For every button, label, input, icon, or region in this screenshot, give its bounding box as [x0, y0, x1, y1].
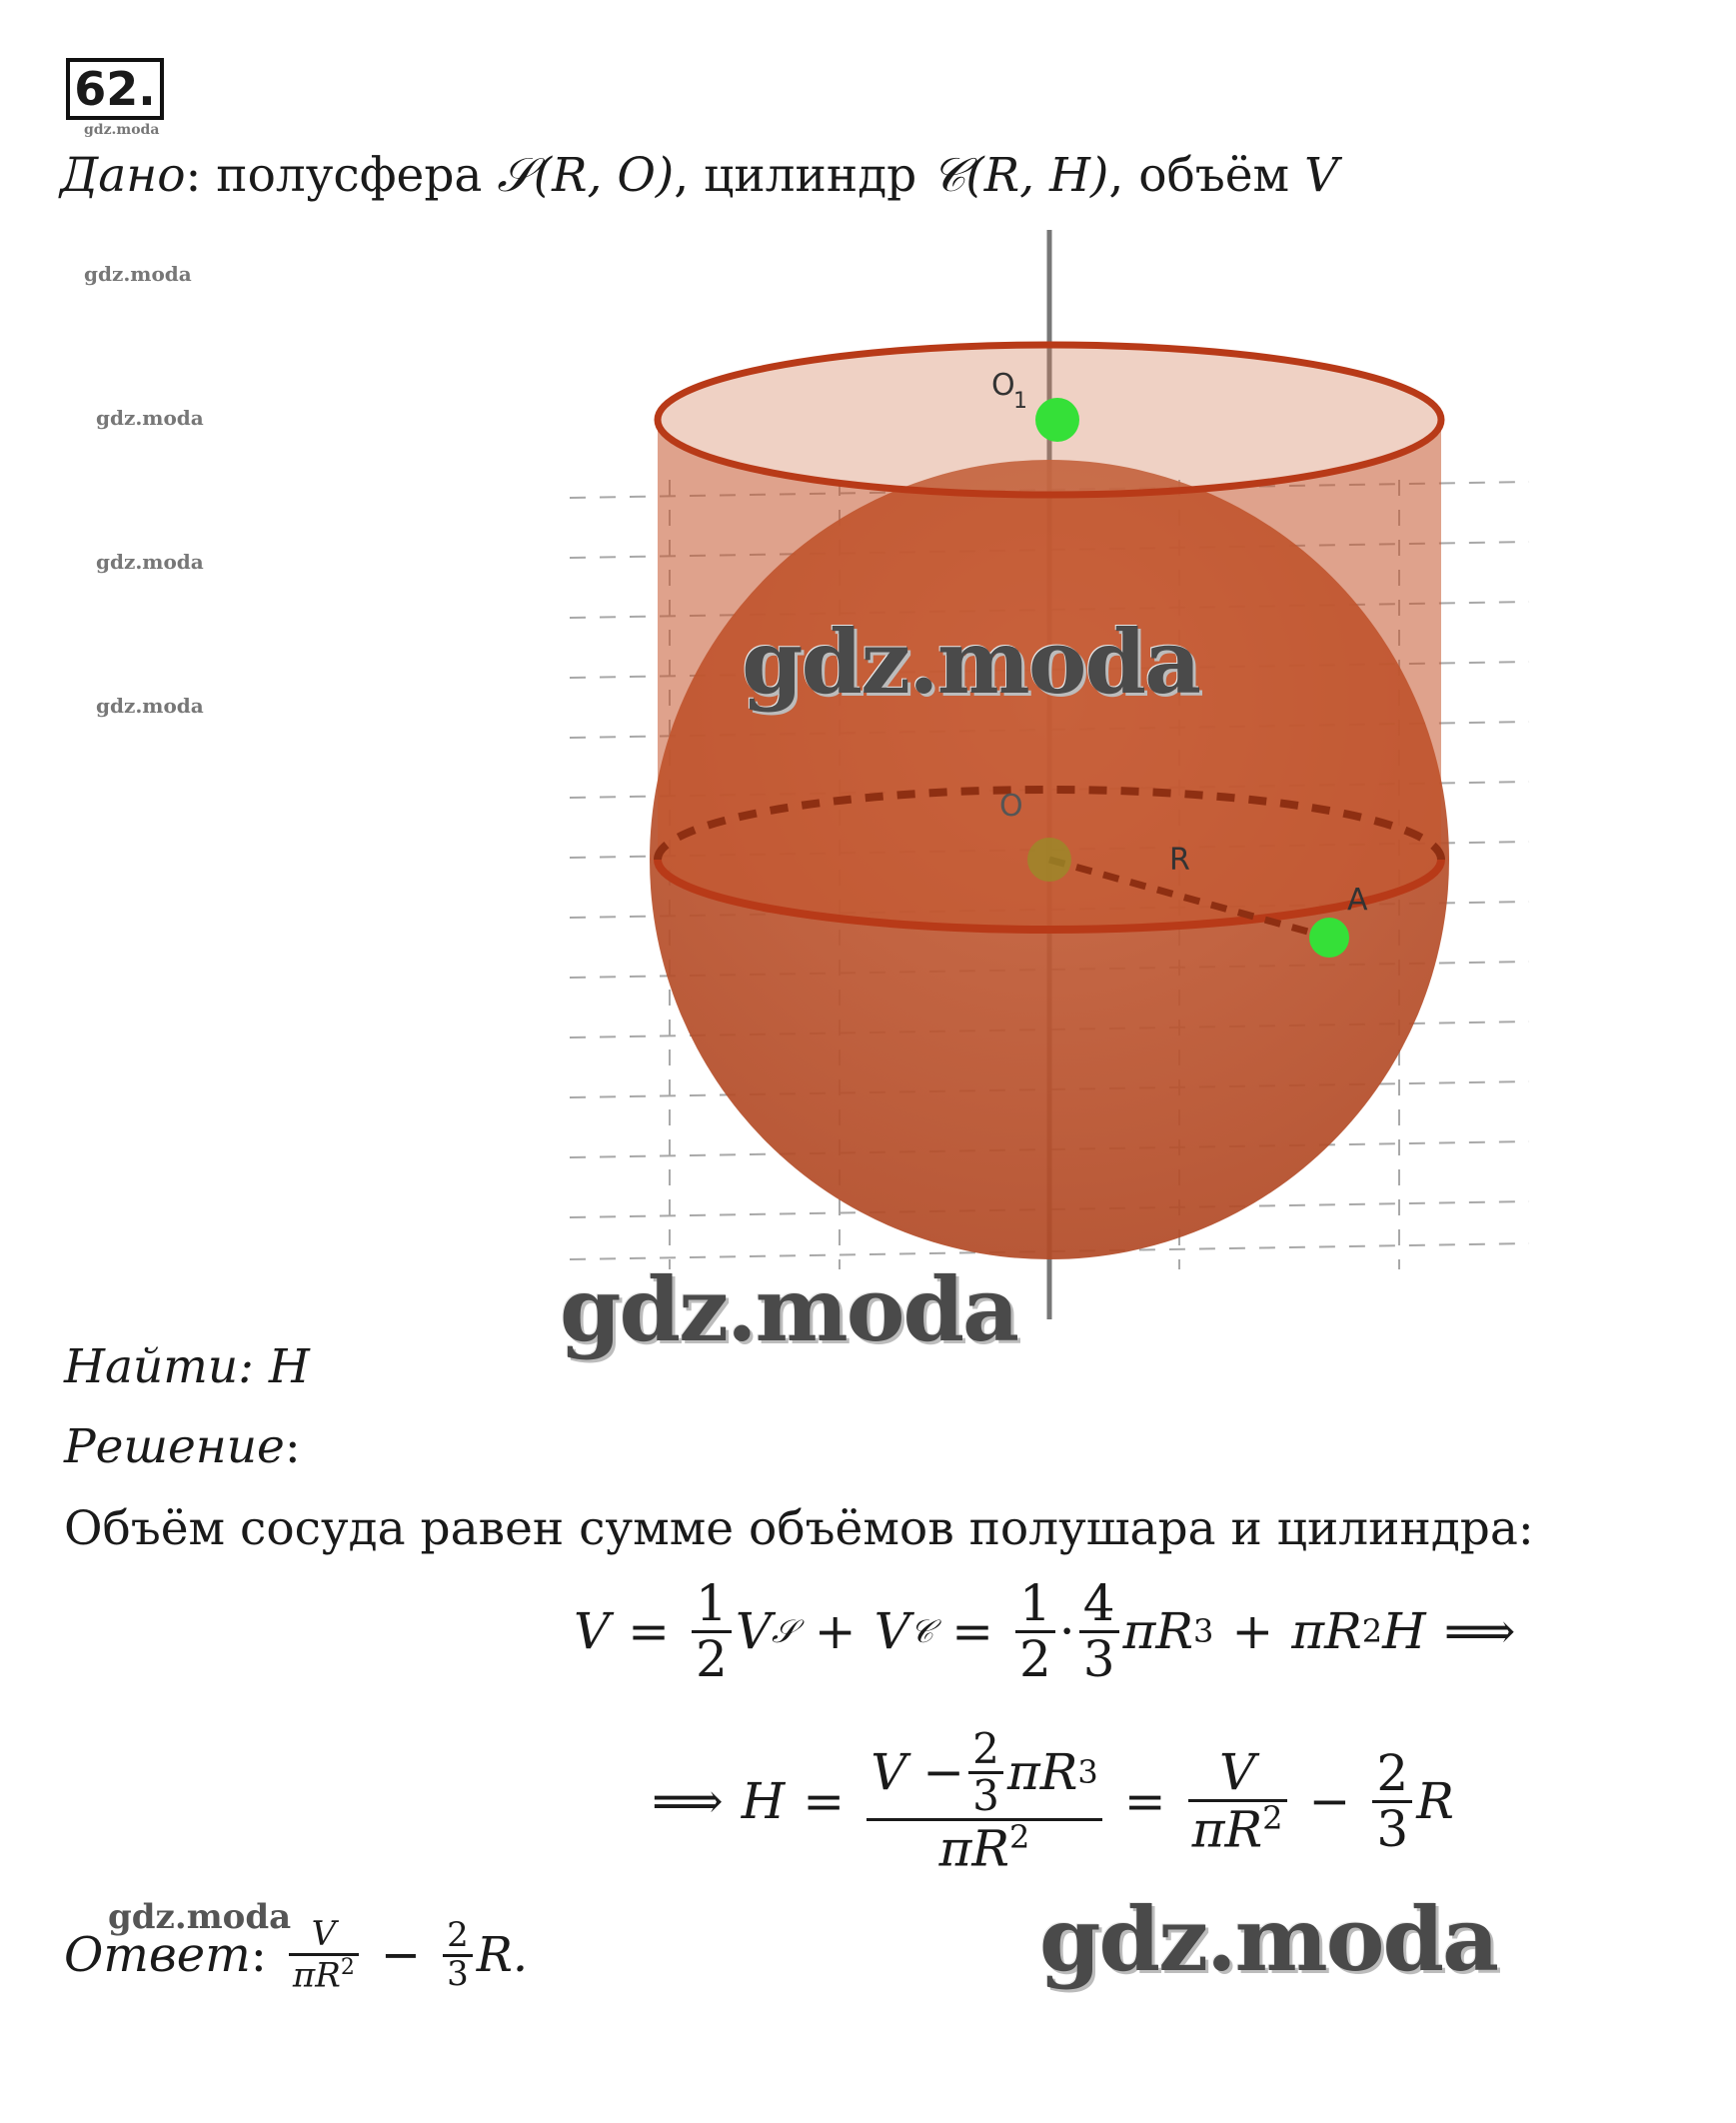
answer-frac2	[443, 1915, 473, 1994]
eq1-vs-sub: 𝒮	[771, 1611, 797, 1650]
solution-text: :	[284, 1419, 301, 1474]
eq1-frac1-den: 2	[696, 1629, 728, 1688]
watermark: gdz.moda	[96, 550, 204, 574]
watermark: gdz.moda	[84, 262, 192, 286]
eq2-tail: R	[1416, 1772, 1454, 1831]
answer-frac1	[289, 1914, 359, 1996]
watermark-big: gdz.moda	[1039, 1887, 1498, 1991]
eq2-eq: =	[803, 1772, 846, 1831]
eq2-num-frac	[968, 1724, 1003, 1821]
given-text: : полусфера	[185, 148, 498, 203]
eq1-vs: V	[735, 1602, 772, 1660]
label-r: R	[1169, 843, 1190, 878]
answer-frac2-num: 2	[447, 1915, 469, 1956]
answer-colon: :	[250, 1927, 267, 1984]
given-cylinder: 𝒞(R, H)	[931, 148, 1109, 203]
eq2-num-frac-den: 3	[972, 1771, 999, 1821]
answer-tail: R.	[476, 1927, 529, 1984]
label-o1: O	[991, 368, 1015, 403]
find-text: : H	[238, 1339, 310, 1394]
eq1-frac3	[1079, 1574, 1119, 1688]
solution-line	[64, 1419, 301, 1474]
eq1-frac3-num: 4	[1082, 1574, 1115, 1632]
eq1-frac2-den: 2	[1018, 1629, 1051, 1688]
answer-frac1-den	[289, 1956, 359, 1994]
eq1-term2-tail: H	[1382, 1602, 1426, 1660]
eq1-frac2-num: 1	[1018, 1574, 1051, 1632]
answer-frac1-den-sup: 2	[340, 1954, 355, 1980]
point-o	[1027, 838, 1071, 882]
eq2-h: H	[741, 1772, 786, 1831]
label-o1-sub: 1	[1013, 389, 1027, 414]
eq1-plus2: +	[1231, 1602, 1274, 1660]
eq1-frac3-den: 3	[1082, 1629, 1115, 1688]
eq2-frac3-den: 3	[1376, 1799, 1409, 1858]
equation-2	[652, 1724, 1454, 1878]
eq1-term2: πR	[1291, 1602, 1362, 1660]
eq2-implies: ⟹	[652, 1772, 724, 1831]
problem-number: 62.	[66, 58, 164, 120]
figure-hemisphere-cylinder	[540, 220, 1539, 1339]
eq2-frac2-den-sup: 2	[1262, 1798, 1283, 1837]
label-a: A	[1347, 883, 1368, 918]
answer-frac1-num: V	[311, 1914, 337, 1954]
eq2-frac2-num: V	[1219, 1743, 1256, 1802]
eq2-den: πR	[938, 1819, 1010, 1878]
eq1-eq: =	[628, 1602, 671, 1660]
statement: Объём сосуда равен сумме объёмов полушара и цилиндра:	[64, 1501, 1534, 1556]
eq1-vc: V	[873, 1602, 910, 1660]
point-o1	[1035, 398, 1079, 442]
eq2-frac3-num: 2	[1376, 1744, 1409, 1803]
eq1-eq2: =	[951, 1602, 993, 1660]
eq2-frac2	[1188, 1743, 1287, 1859]
eq2-frac2-den-text: πR	[1191, 1800, 1263, 1859]
eq2-frac2-den	[1188, 1798, 1287, 1859]
point-a	[1309, 918, 1349, 958]
eq1-term2-sup: 2	[1361, 1612, 1383, 1650]
answer-line	[64, 1914, 529, 1996]
eq1-term1-sup: 3	[1193, 1612, 1214, 1650]
eq2-frac3	[1372, 1744, 1412, 1858]
eq2-num-frac-num: 2	[972, 1724, 999, 1773]
answer-label: Ответ	[64, 1927, 251, 1984]
answer-frac2-den: 3	[447, 1953, 469, 1994]
answer-minus: −	[380, 1927, 422, 1984]
eq2-frac1	[867, 1724, 1102, 1878]
eq2-frac1-den	[935, 1818, 1034, 1878]
given-label: Дано	[60, 148, 186, 203]
eq2-frac1-num	[867, 1724, 1102, 1821]
watermark: gdz.moda	[84, 122, 160, 138]
watermark: gdz.moda	[96, 694, 204, 718]
watermark: gdz.moda	[108, 1897, 292, 1937]
eq1-term1: πR	[1122, 1602, 1194, 1660]
given-sep1: , цилиндр	[674, 148, 932, 203]
eq1-dot: ·	[1058, 1602, 1075, 1660]
watermark-big: gdz.moda	[742, 610, 1200, 714]
eq1-implies: ⟹	[1443, 1602, 1516, 1660]
eq1-plus: +	[814, 1602, 857, 1660]
eq1-frac2	[1015, 1574, 1055, 1688]
eq2-num-tail-sup: 3	[1077, 1752, 1098, 1791]
eq2-num-tail: πR	[1006, 1743, 1078, 1802]
watermark-big: gdz.moda	[560, 1257, 1018, 1361]
equation-1	[574, 1574, 1516, 1688]
eq1-vc-sub: 𝒞	[909, 1611, 934, 1650]
eq2-num-v: V −	[870, 1743, 965, 1802]
eq1-frac1-num: 1	[696, 1574, 728, 1632]
eq2-minus: −	[1308, 1772, 1351, 1831]
solution-label: Решение	[64, 1419, 285, 1474]
label-o: O	[999, 789, 1023, 824]
find-line	[64, 1339, 310, 1394]
given-volume: V	[1304, 148, 1339, 203]
given-sphere: 𝒮(R, O)	[497, 148, 675, 203]
find-label: Найти	[64, 1339, 239, 1394]
given-line	[60, 148, 1338, 204]
eq1-frac1	[692, 1574, 732, 1688]
given-sep2: , объём	[1108, 148, 1305, 203]
answer-frac1-den-text: πR	[292, 1955, 341, 1996]
eq2-eq2: =	[1123, 1772, 1166, 1831]
watermark: gdz.moda	[96, 406, 204, 430]
eq2-den-sup: 2	[1009, 1818, 1030, 1857]
eq1-v: V	[574, 1602, 611, 1660]
